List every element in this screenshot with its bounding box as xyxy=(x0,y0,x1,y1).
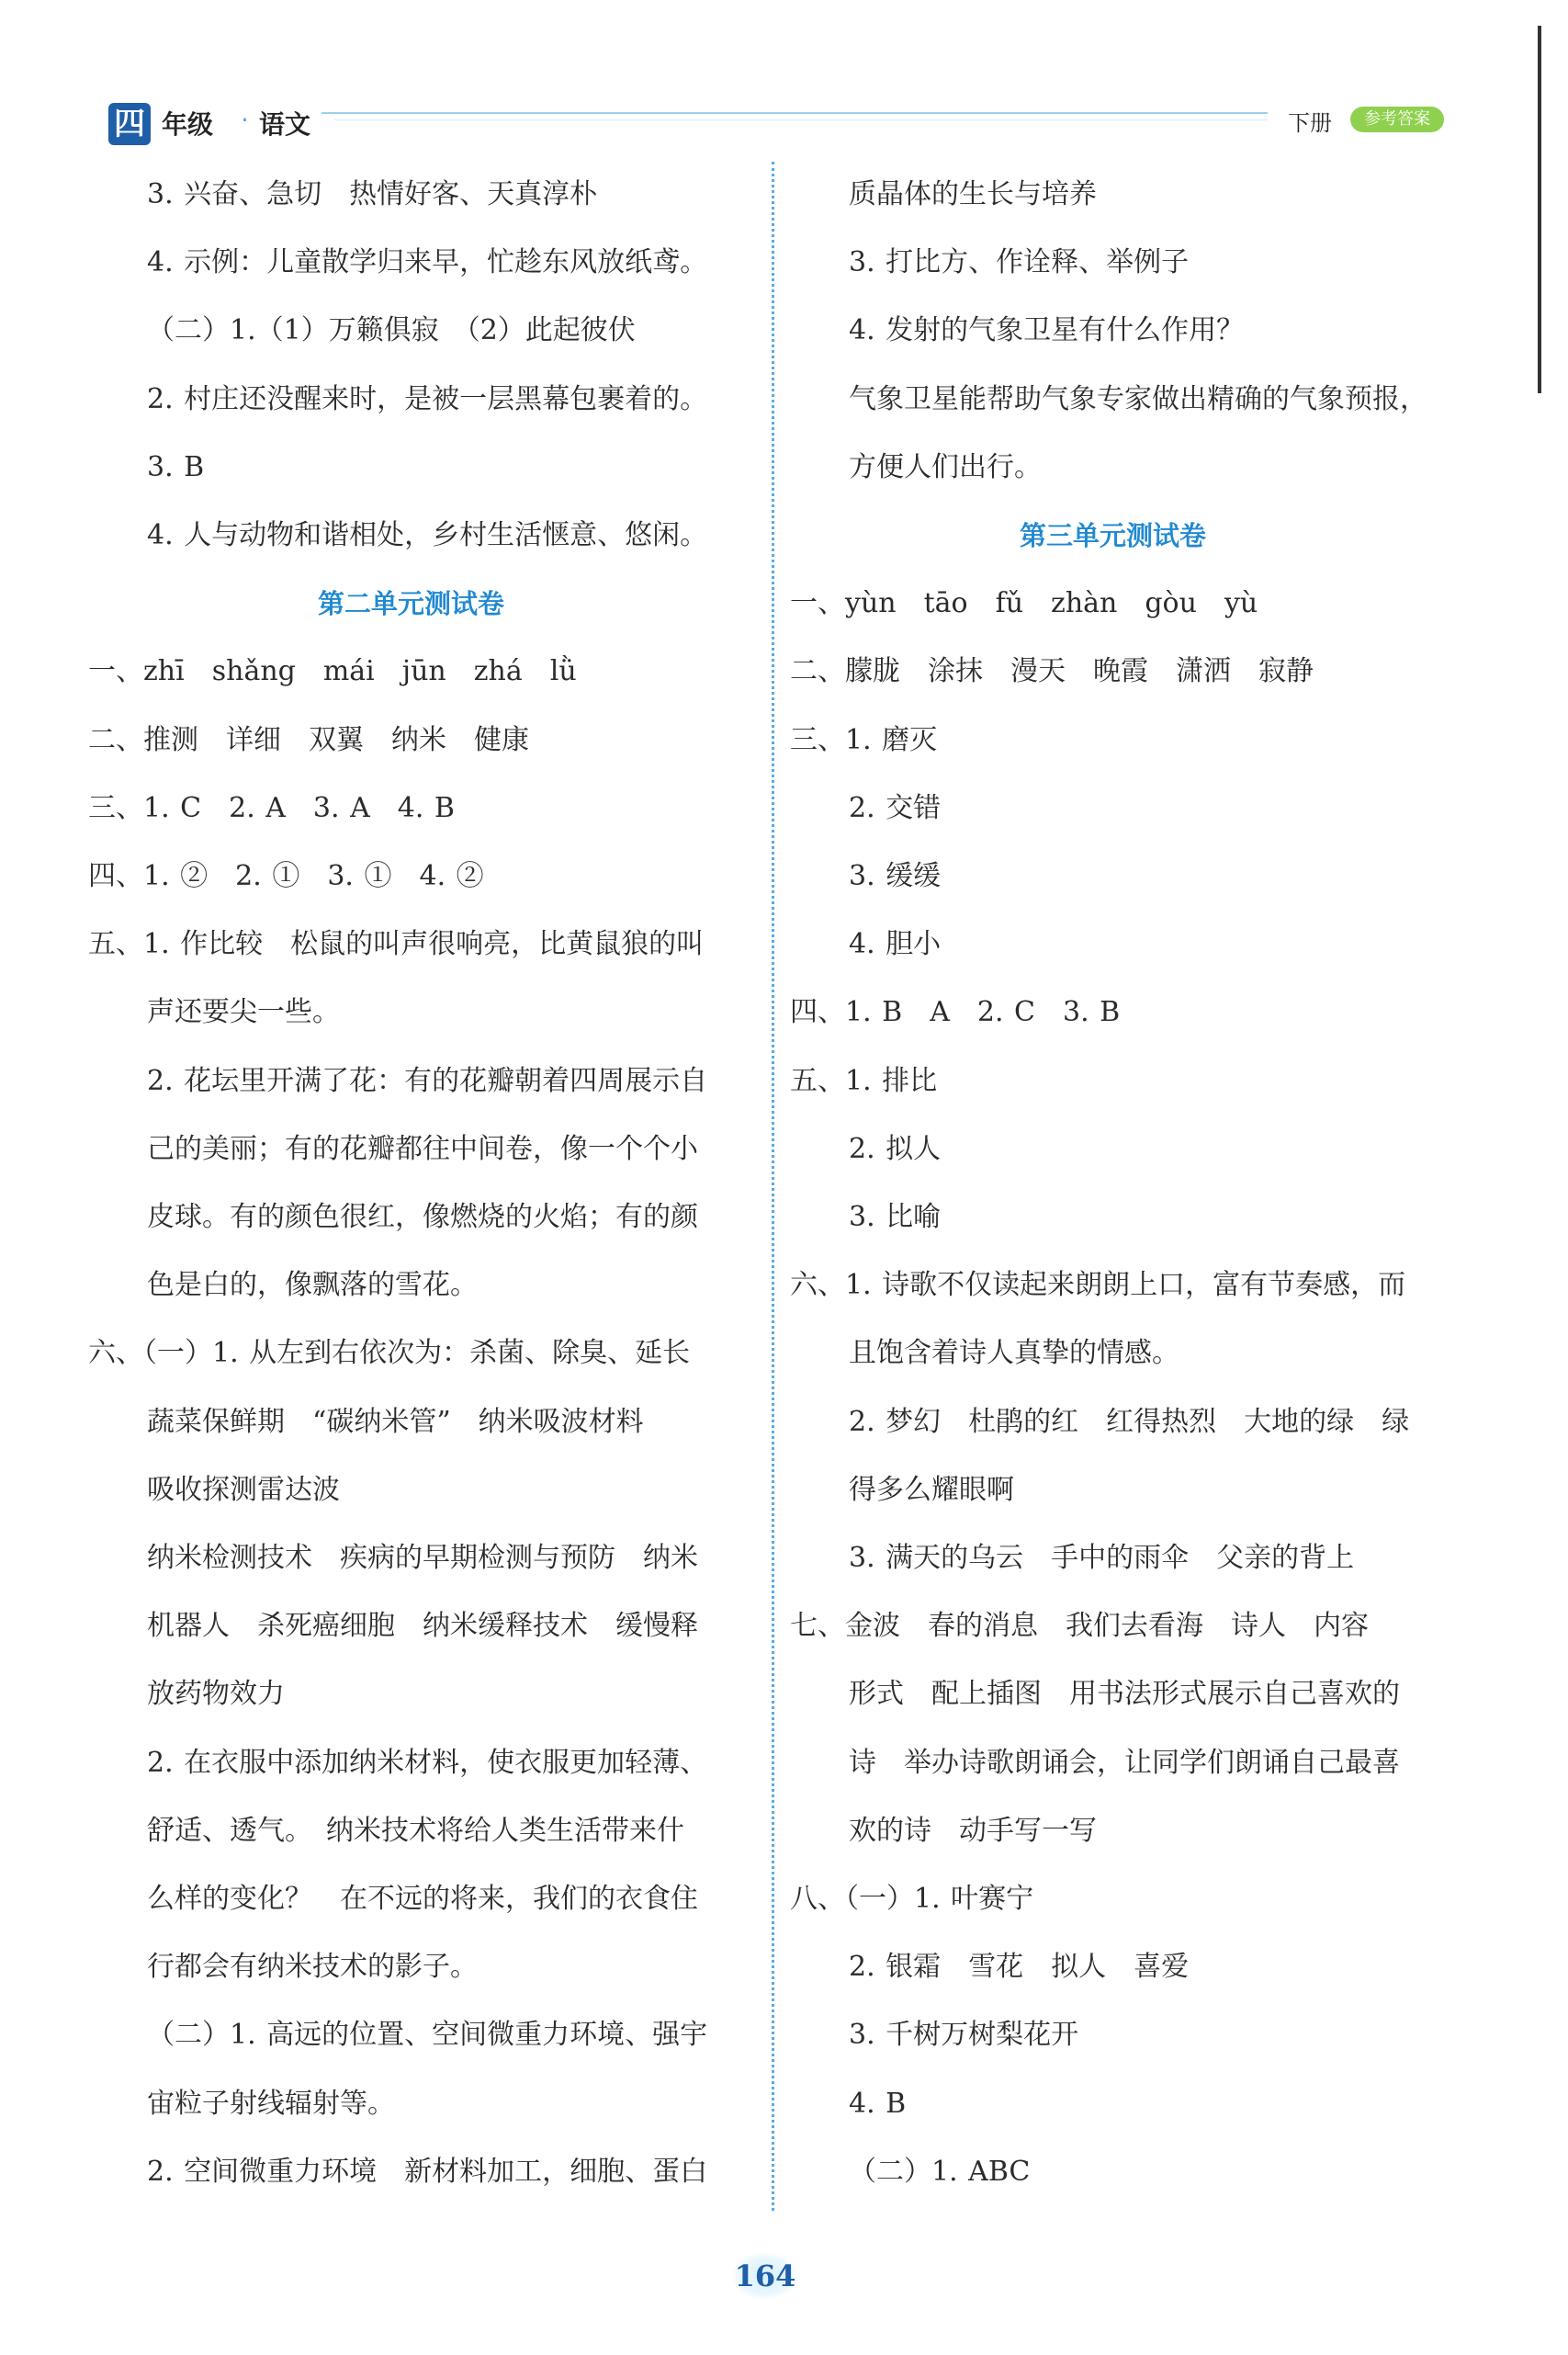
answer-line: 3. 缓缓 xyxy=(849,860,942,892)
answer-line: 2. 在衣服中添加纳米材料，使衣服更加轻薄、 xyxy=(147,1746,708,1779)
answer-line: 一、yùn tāo fǔ zhàn gòu yù xyxy=(790,587,1258,620)
answer-line: 声还要尖一些。 xyxy=(147,996,340,1029)
answer-line: 己的美丽；有的花瓣都往中间卷，像一个个小 xyxy=(147,1132,698,1165)
answer-line: 2. 空间微重力环境 新材料加工，细胞、蛋白 xyxy=(147,2155,708,2188)
answer-line: 诗 举办诗歌朗诵会，让同学们朗诵自己最喜 xyxy=(849,1746,1400,1779)
answer-line: 四、1. B A 2. C 3. B xyxy=(790,996,1121,1029)
answer-line: 3. 比喻 xyxy=(849,1201,942,1233)
section-title: 第二单元测试卷 xyxy=(318,588,505,620)
column-divider xyxy=(772,162,774,2211)
answer-line: 且饱含着诗人真挚的情感。 xyxy=(849,1337,1179,1370)
answer-line: 欢的诗 动手写一写 xyxy=(849,1814,1097,1847)
answer-line: 3. B xyxy=(147,450,205,483)
answer-line: 纳米检测技术 疾病的早期检测与预防 纳米 xyxy=(147,1542,698,1574)
answer-line: 4. 人与动物和谐相处，乡村生活惬意、悠闲。 xyxy=(147,519,708,551)
answer-line: 3. 打比方、作诠释、举例子 xyxy=(849,246,1190,279)
grade-label: 年级 xyxy=(162,109,214,140)
answer-line: 2. 拟人 xyxy=(849,1132,942,1165)
answer-line: 放药物效力 xyxy=(147,1678,285,1711)
subject-label: 语文 xyxy=(259,109,311,140)
answer-line: 一、zhī shǎng mái jūn zhá lǜ xyxy=(88,655,577,688)
answer-line: 2. 村庄还没醒来时，是被一层黑幕包裹着的。 xyxy=(147,382,708,415)
answer-line: （二）1. ABC xyxy=(849,2155,1031,2188)
answer-line: 宙粒子射线辐射等。 xyxy=(147,2087,395,2120)
answer-key-tag: 参考答案 xyxy=(1350,107,1444,132)
answer-line: 二、推测 详细 双翼 纳米 健康 xyxy=(88,723,529,756)
answer-line: 3. 满天的乌云 手中的雨伞 父亲的背上 xyxy=(849,1542,1355,1574)
answer-line: 气象卫星能帮助气象专家做出精确的气象预报， xyxy=(849,382,1427,415)
answer-line: 4. 发射的气象卫星有什么作用？ xyxy=(849,314,1245,347)
answer-line: 3. 兴奋、急切 热情好客、天真淳朴 xyxy=(147,178,598,210)
page-number: 164 xyxy=(733,2253,797,2299)
answer-line: 吸收探测雷达波 xyxy=(147,1473,340,1506)
answer-line: 五、1. 作比较 松鼠的叫声很响亮，比黄鼠狼的叫 xyxy=(88,928,705,961)
answer-line: 皮球。有的颜色很红，像燃烧的火焰；有的颜 xyxy=(147,1201,698,1233)
answer-line: 4. 示例：儿童散学归来早，忙趁东风放纸鸢。 xyxy=(147,246,708,279)
answer-line: 么样的变化？ 在不远的将来，我们的衣食住 xyxy=(147,1883,698,1915)
answer-line: 2. 银霜 雪花 拟人 喜爱 xyxy=(849,1951,1190,1984)
volume-label: 下册 xyxy=(1288,110,1332,136)
answer-line: 三、1. C 2. A 3. A 4. B xyxy=(88,791,455,824)
answer-line: 2. 梦幻 杜鹃的红 红得热烈 大地的绿 绿 xyxy=(849,1405,1410,1438)
page-header xyxy=(0,0,1568,165)
grade-badge: 四 xyxy=(108,103,151,145)
answer-line: 四、1. ② 2. ① 3. ① 4. ② xyxy=(88,860,484,892)
answer-line: 三、1. 磨灭 xyxy=(790,723,938,756)
page-edge-bar xyxy=(1538,26,1541,393)
answer-line: 形式 配上插图 用书法形式展示自己喜欢的 xyxy=(849,1678,1400,1711)
answer-line: 3. 千树万树梨花开 xyxy=(849,2019,1079,2052)
answer-line: 六、1. 诗歌不仅读起来朗朗上口，富有节奏感，而 xyxy=(790,1269,1406,1302)
answer-line: 4. 胆小 xyxy=(849,928,942,961)
section-title: 第三单元测试卷 xyxy=(1020,520,1207,551)
answer-line: 六、（一）1. 从左到右依次为：杀菌、除臭、延长 xyxy=(88,1337,691,1370)
answer-line: 七、金波 春的消息 我们去看海 诗人 内容 xyxy=(790,1610,1369,1643)
header-rule xyxy=(321,112,1268,114)
answer-line: 蔬菜保鲜期 “碳纳米管” 纳米吸波材料 xyxy=(147,1405,644,1438)
answer-line: 质晶体的生长与培养 xyxy=(849,178,1097,210)
answer-line: 2. 花坛里开满了花：有的花瓣朝着四周展示自 xyxy=(147,1064,708,1097)
answer-line: 2. 交错 xyxy=(849,791,942,824)
answer-line: 八、（一）1. 叶赛宁 xyxy=(790,1883,1034,1915)
header-rule-secondary xyxy=(334,119,1268,120)
answer-line: （二）1.（1）万籁俱寂 （2）此起彼伏 xyxy=(147,314,636,347)
answer-line: 色是白的，像飘落的雪花。 xyxy=(147,1269,478,1302)
answer-line: 二、朦胧 涂抹 漫天 晚霞 潇洒 寂静 xyxy=(790,655,1314,688)
answer-line: 行都会有纳米技术的影子。 xyxy=(147,1951,478,1984)
answer-line: 方便人们出行。 xyxy=(849,450,1042,483)
answer-line: 五、1. 排比 xyxy=(790,1064,938,1097)
answer-line: 4. B xyxy=(849,2087,907,2120)
answer-line: （二）1. 高远的位置、空间微重力环境、强宇 xyxy=(147,2019,708,2052)
answer-line: 舒适、透气。 纳米技术将给人类生活带来什 xyxy=(147,1814,684,1847)
answer-line: 机器人 杀死癌细胞 纳米缓释技术 缓慢释 xyxy=(147,1610,698,1643)
answer-line: 得多么耀眼啊 xyxy=(849,1473,1014,1506)
header-separator: · xyxy=(241,105,249,135)
